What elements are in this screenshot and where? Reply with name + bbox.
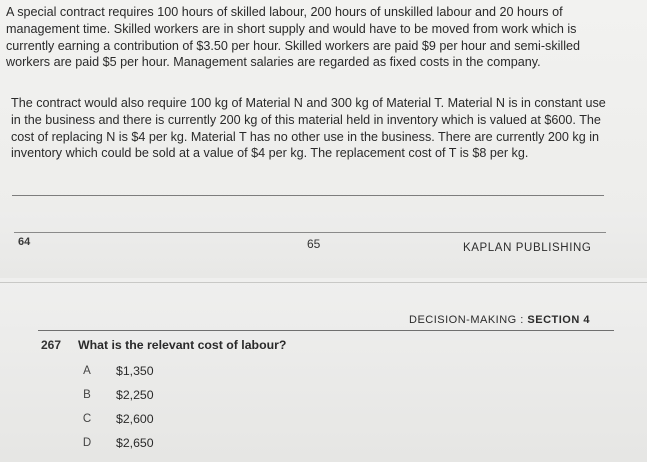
page-edge (0, 282, 647, 283)
question-text: What is the relevant cost of labour? (78, 338, 287, 352)
section-header (409, 314, 590, 326)
footer-divider-top (12, 195, 604, 196)
next-page-top (0, 278, 647, 462)
right-page-number: 65 (307, 237, 321, 251)
footer-divider (14, 232, 606, 233)
section-header-prefix: DECISION-MAKING : (409, 314, 524, 326)
question-number: 267 (41, 338, 62, 352)
option-value: $1,350 (116, 364, 154, 378)
publisher-name: KAPLAN PUBLISHING (463, 242, 592, 254)
left-page-number: 64 (18, 236, 31, 248)
option-value: $2,600 (116, 412, 154, 426)
option-letter: D (82, 437, 92, 449)
option-letter: C (82, 413, 92, 425)
option-letter: B (83, 389, 91, 401)
option-value: $2,650 (116, 436, 154, 450)
scenario-paragraph-labour: A special contract requires 100 hours of skilled labour, 200 hours of unskilled labour and 20 hours of management time. Skilled workers are in short supply and would have to be moved from work which is currently earning a contribution of $3.50 per hour. Skilled workers are paid $9 per hour and semi-skilled workers are paid $5 per hour. Management salaries are regarded as fixed costs in the company. (6, 5, 581, 70)
option-letter: A (83, 365, 91, 377)
section-header-section: SECTION 4 (527, 314, 590, 326)
scenario-paragraph-materials: The contract would also require 100 kg of Material N and 300 kg of Material T. Material N is in constant use in the business and there is currently 200 kg of this material held in inventory which is valued at $600. The cost of replacing N is $4 per kg. Material T has no other use in the business. There are currently 200 kg in inventory which could be sold at a value of $4 per kg. The replacement cost of T is $8 per kg. (11, 96, 606, 161)
section-header-underline (38, 330, 614, 331)
option-value: $2,250 (116, 388, 154, 402)
